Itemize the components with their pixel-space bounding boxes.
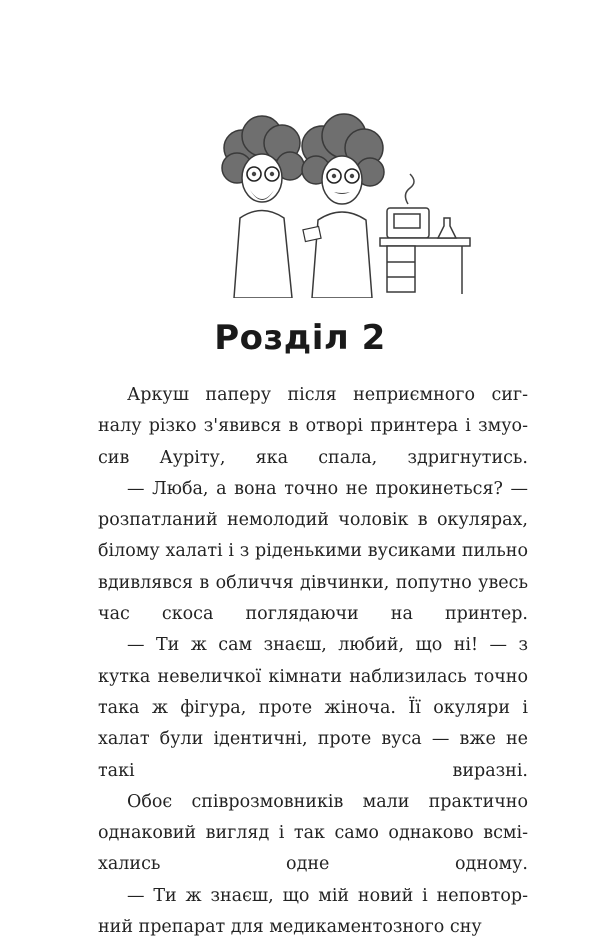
paragraph: — Ти ж сам знаєш, любий, що ні! — з кутка невеличкої кімнати наблизилась точно така ж фігура, проте жіноча. Її окуляри і халат були ідентичні, проте вуса — вже не такі виразні.	[98, 635, 528, 781]
paragraph: — Ти ж знаєш, що мій новий і неповтор- ний препарат для медикаментозного сну	[98, 885, 528, 938]
chapter-body	[98, 380, 528, 943]
paragraph: — Люба, а вона точно не прокинеться? — розпатланий немолодий чоловік в окулярах, білому халаті і з ріденькими вусиками пильно вдивлявся в обличчя дівчинки, попутно увесь час скоса поглядаючи на принтер.	[98, 478, 528, 625]
paragraph: Обоє співрозмовників мали практично однаковий вигляд і так само однаково всмі- хались одне одному.	[98, 791, 528, 875]
scientists-illustration	[212, 108, 474, 298]
chapter-title: Розділ 2	[214, 318, 386, 358]
paragraph: Аркуш паперу після неприємного сиг- налу різко з'явився в отворі принтера і змуо- сив Ауріту, яка спала, здригнутись.	[98, 385, 528, 468]
